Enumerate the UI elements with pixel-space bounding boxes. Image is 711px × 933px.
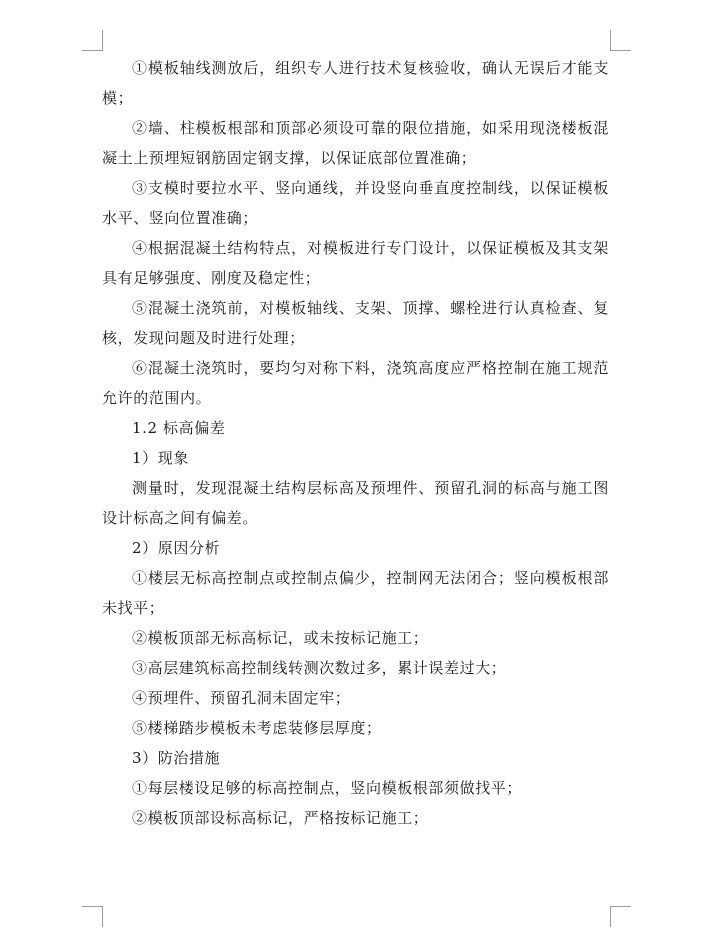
paragraph: ⑤楼梯踏步模板未考虑装修层厚度； xyxy=(132,719,382,737)
paragraph: ①楼层无标高控制点或控制点偏少，控制网无法闭合；竖向模板根部未找平； xyxy=(102,569,609,617)
page-corner-mark-top-left xyxy=(82,30,103,51)
paragraph: ③支模时要拉水平、竖向通线，并设竖向垂直度控制线，以保证模板水平、竖向位置准确； xyxy=(102,179,609,227)
paragraph: ④预埋件、预留孔洞未固定牢； xyxy=(132,689,351,707)
paragraph: ③高层建筑标高控制线转测次数过多，累计误差过大； xyxy=(132,659,507,677)
page-corner-mark-bottom-left xyxy=(82,906,103,927)
subsection-heading: 1）现象 xyxy=(132,449,189,467)
document-body xyxy=(102,53,609,833)
paragraph: ①每层楼设足够的标高控制点，竖向模板根部须做找平； xyxy=(132,779,523,797)
page-corner-mark-top-right xyxy=(610,30,631,51)
paragraph: ②墙、柱模板根部和顶部必须设可靠的限位措施，如采用现浇楼板混凝土上预埋短钢筋固定钢支撑，以保证底部位置准确； xyxy=(102,119,609,167)
subsection-heading: 2）原因分析 xyxy=(132,539,221,557)
paragraph: ⑤混凝土浇筑前，对模板轴线、支架、顶撑、螺栓进行认真检查、复核，发现问题及时进行处理； xyxy=(102,299,609,347)
subsection-heading: 3）防治措施 xyxy=(132,749,221,767)
paragraph: 测量时，发现混凝土结构层标高及预埋件、预留孔洞的标高与施工图设计标高之间有偏差。 xyxy=(102,479,609,527)
paragraph: ②模板顶部设标高标记，严格按标记施工； xyxy=(132,809,429,827)
paragraph: ⑥混凝土浇筑时，要均匀对称下料，浇筑高度应严格控制在施工规范允许的范围内。 xyxy=(102,359,609,407)
paragraph: ④根据混凝土结构特点，对模板进行专门设计，以保证模板及其支架具有足够强度、刚度及稳定性； xyxy=(102,239,609,287)
paragraph: ①模板轴线测放后，组织专人进行技术复核验收，确认无误后才能支模； xyxy=(102,59,609,107)
page-corner-mark-bottom-right xyxy=(610,906,631,927)
paragraph: ②模板顶部无标高标记，或未按标记施工； xyxy=(132,629,429,647)
section-heading: 1.2 标高偏差 xyxy=(132,419,226,437)
